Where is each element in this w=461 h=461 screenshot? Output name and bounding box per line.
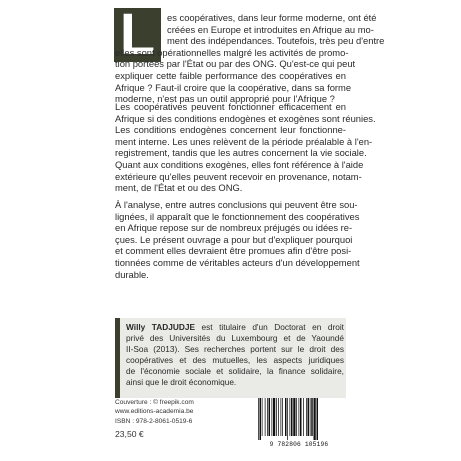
barcode-bar [300, 398, 302, 436]
barcode-bar [306, 398, 307, 436]
text-line: ment, de l'État et ou des ONG. [115, 182, 243, 194]
barcode-bar [260, 398, 262, 440]
paragraph-conditions [115, 101, 376, 194]
bio-line: est titulaire d'un Doctorat en droit [194, 322, 344, 332]
isbn: ISBN : 978-2-8061-0519-6 [115, 417, 193, 425]
text-line: ment interne. Les unes relèvent de la période préalable à l'en- [115, 135, 373, 147]
barcode-bar [308, 398, 310, 436]
barcode-bars [254, 398, 344, 440]
barcode-bar [273, 398, 275, 436]
barcode-bar [291, 398, 293, 436]
author-bio-accent-bar [115, 318, 120, 398]
barcode-bar [287, 398, 288, 440]
barcode-bar [262, 398, 263, 436]
barcode-bar [314, 398, 316, 440]
barcode-bar [317, 398, 319, 440]
barcode-bar [299, 398, 300, 436]
text-line: À l'analyse, entre autres conclusions qui peuvent être sou- [115, 199, 358, 210]
drop-cap-letter: L [119, 2, 156, 67]
barcode-bar [265, 398, 266, 436]
barcode-bar [311, 398, 313, 436]
barcode-bar [290, 398, 291, 436]
paragraph-conclusion [115, 199, 360, 280]
text-line: es coopératives, dans leur forme moderne, ont été [167, 12, 377, 23]
barcode-digits: 9 782806 105196 [269, 441, 329, 448]
text-line: Quant aux conditions exogènes, elles font référence à l'aide [115, 158, 364, 170]
text-line: Les coopératives peuvent fonctionner efficacement en [115, 101, 346, 112]
text-line: Les conditions endogènes concernent leur fonctionne- [115, 124, 346, 136]
barcode-bar [293, 398, 295, 436]
text-line: en Afrique repose sur de nombreux préjugés ou idées re- [115, 222, 353, 234]
price: 23,50 € [115, 429, 144, 440]
barcode-bar [303, 398, 304, 436]
text-line: registrement, tandis que les autres concernent la vie sociale. [115, 147, 367, 159]
bio-line: de l'économie sociale et solidaire, la finance solidaire, [126, 366, 344, 376]
text-line: ment des indépendances. Toutefois, très peu d'entre [167, 35, 385, 47]
text-line: Afrique ? Faut-il croire que la coopérative, dans sa forme [115, 81, 352, 93]
text-line: expliquer cette faible performance des coopératives en [115, 69, 346, 81]
bio-line: II-Soa (2013). Ses recherches portent sur le droit des [126, 344, 344, 354]
paragraph-intro [115, 12, 385, 105]
text-line: durable. [115, 268, 149, 280]
author-bio [126, 322, 344, 388]
publisher-footer [115, 398, 194, 440]
publisher-website: www.editions-academia.be [115, 408, 194, 416]
barcode-bar [296, 398, 297, 436]
barcode-bar [310, 398, 311, 436]
text-line: elles sont opérationnelles malgré les activités de promo- [115, 46, 349, 58]
text-line: créées en Europe et introduites en Afrique au mo- [167, 23, 374, 35]
text-line: moderne, n'est pas un outil approprié pour l'Afrique ? [115, 93, 335, 105]
text-line: extérieure qu'elles peuvent recevoir en provenance, notam- [115, 170, 362, 182]
barcode-bar [281, 398, 282, 436]
barcode-bar [258, 398, 259, 440]
text-line: tionnées comme de véritables acteurs d'un développement [115, 256, 360, 268]
barcode-bar [285, 398, 287, 436]
barcode-bar [276, 398, 277, 436]
text-line: Afrique si des conditions endogènes et exogènes sont réunies. [115, 112, 376, 124]
bio-line: coopératives et des mutuelles, les aspects juridiques [126, 355, 344, 365]
bio-line: ainsi que le droit économique. [126, 377, 237, 387]
barcode-bar [282, 398, 283, 436]
bio-line: privé des Universités du Luxembourg et de Yaoundé [126, 333, 344, 343]
barcode-bar [278, 398, 279, 436]
barcode-bar [267, 398, 268, 436]
barcode-bar [269, 398, 271, 436]
text-line: çues. Le présent ouvrage a pour but d'expliquer pourquoi [115, 233, 353, 245]
cover-credit: Couverture : © freepik.com [115, 399, 194, 406]
text-line: lignées, il apparaît que le fonctionnement des coopératives [115, 210, 360, 222]
author-name: Willy TADJUDJE [126, 322, 195, 332]
text-line: tion portées par l'État ou par des ONG. Qu'est-ce qui peut [115, 58, 356, 70]
text-line: et comment elles devraient être promues afin d'être posi- [115, 245, 352, 257]
barcode-bar [272, 398, 273, 436]
